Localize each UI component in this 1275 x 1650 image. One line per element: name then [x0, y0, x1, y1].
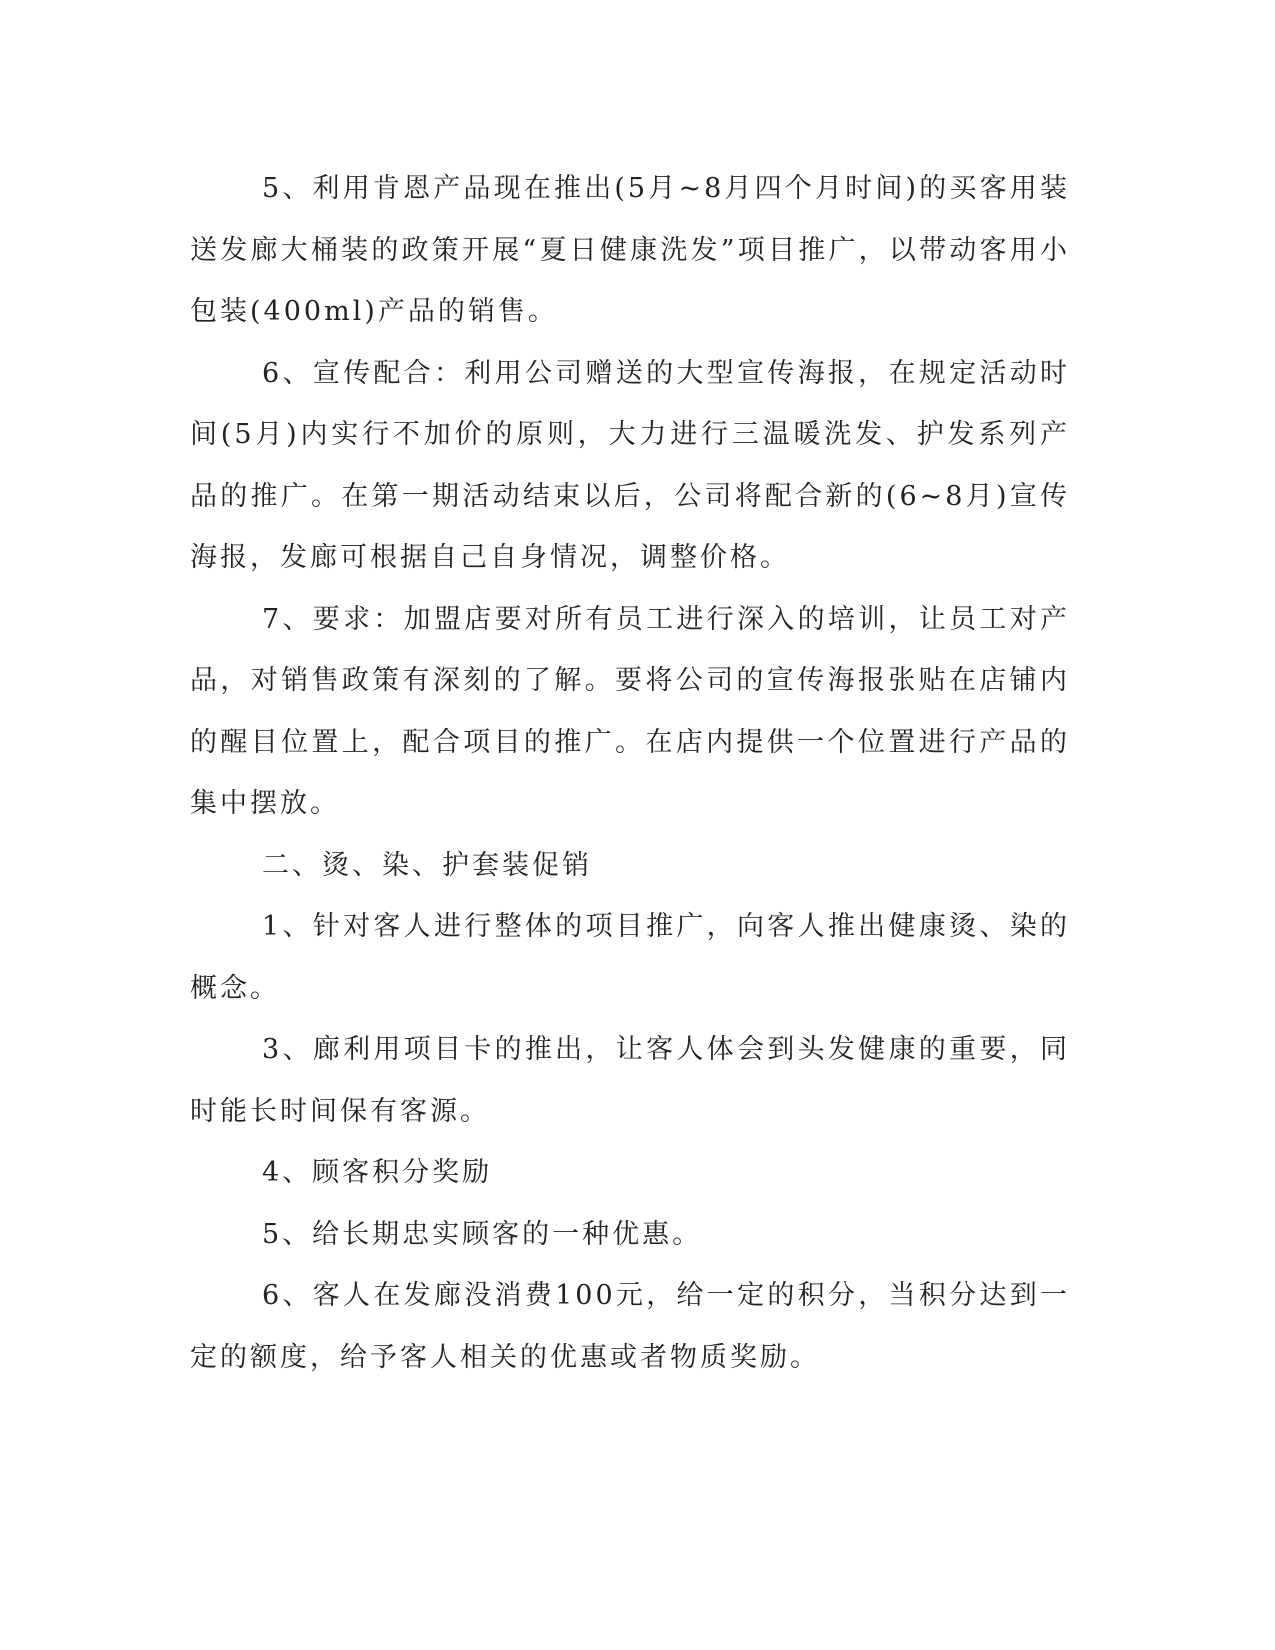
paragraph-project-promotion: 1、针对客人进行整体的项目推广，向客人推出健康烫、染的概念。	[190, 911, 1070, 1004]
paragraph-points-reward: 4、顾客积分奖励	[262, 1157, 493, 1188]
paragraph-project-card: 3、廊利用项目卡的推出，让客人体会到头发健康的重要，同时能长时间保有客源。	[190, 1034, 1070, 1127]
document-body	[190, 158, 1070, 1388]
paragraph-loyal-customer: 5、给长期忠实顾客的一种优惠。	[262, 1218, 703, 1250]
paragraph-requirements: 7、要求：加盟店要对所有员工进行深入的培训，让员工对产品，对销售政策有深刻的了解。要将公司的宣传海报张贴在店铺内的醒目位置上，配合项目的推广。在店内提供一个位置进行产品的集中摆放。	[190, 603, 1070, 819]
section-heading-perm-dye-care: 二、烫、染、护套装促销	[262, 849, 592, 881]
paragraph-points-rule: 6、客人在发廊没消费100元，给一定的积分，当积分达到一定的额度，给予客人相关的优惠或者物质奖励。	[190, 1280, 1070, 1373]
paragraph-kenen-promotion: 5、利用肯恩产品现在推出(5月~8月四个月时间)的买客用装送发廊大桶装的政策开展“夏日健康洗发”项目推广，以带动客用小包装(400ml)产品的销售。	[190, 173, 1070, 327]
paragraph-publicity: 6、宣传配合：利用公司赠送的大型宣传海报，在规定活动时间(5月)内实行不加价的原则，大力进行三温暖洗发、护发系列产品的推广。在第一期活动结束以后，公司将配合新的(6~8月)宣传海报，发廊可根据自己自身情况，调整价格。	[190, 357, 1070, 573]
